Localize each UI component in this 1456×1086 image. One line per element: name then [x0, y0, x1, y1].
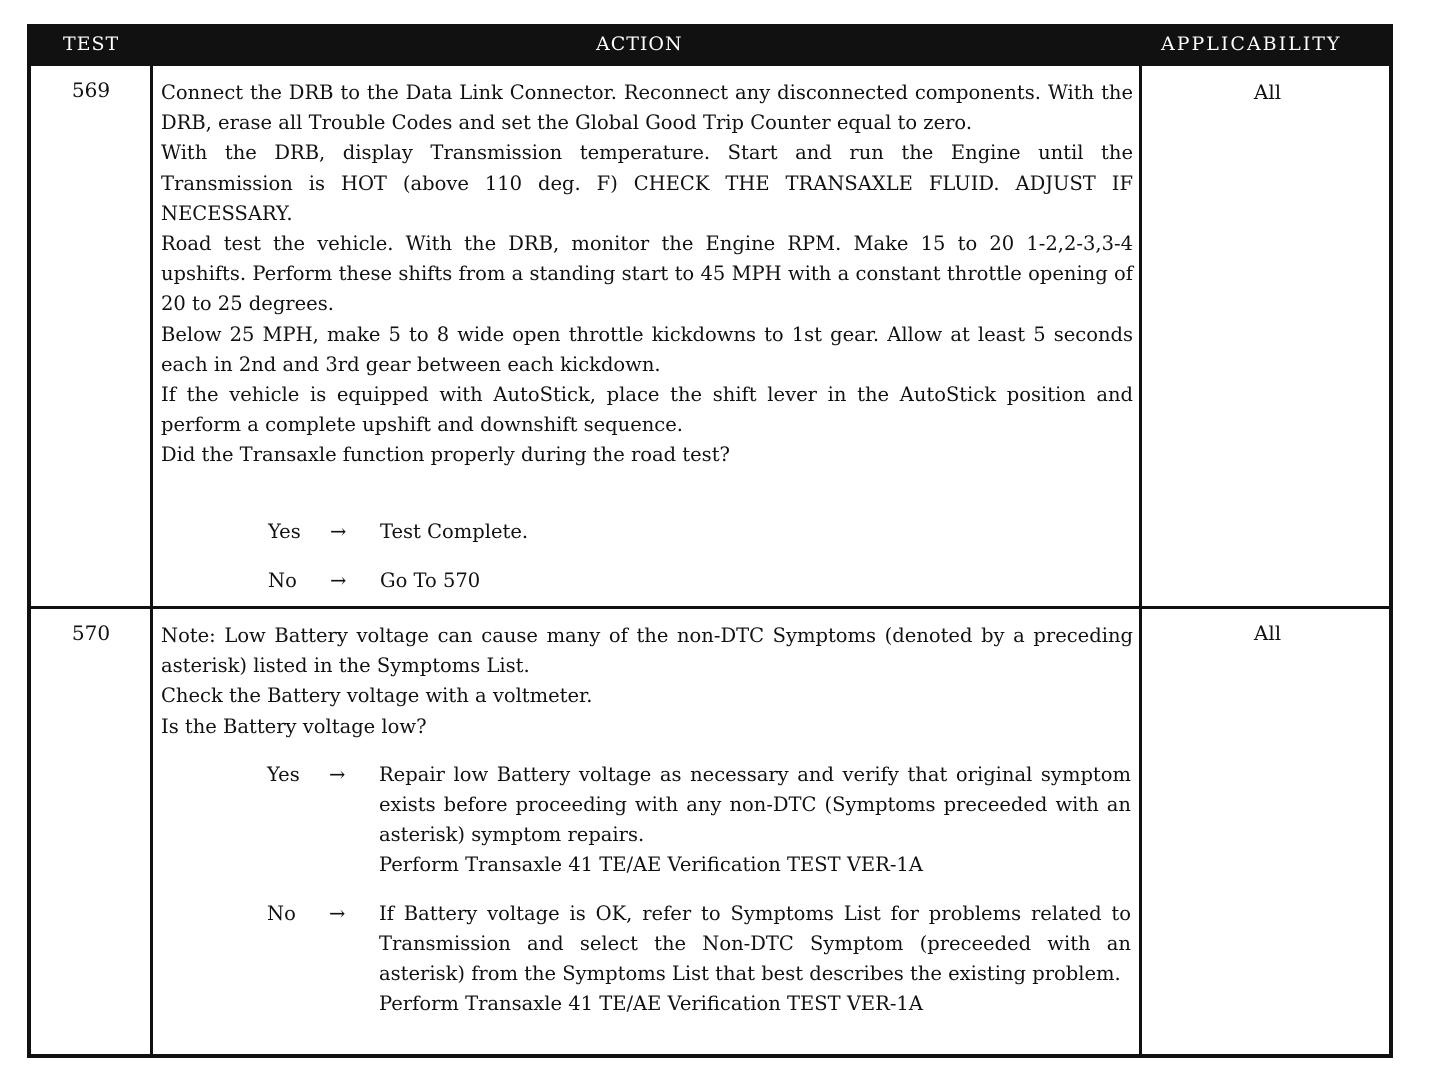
action-text [161, 621, 1133, 742]
yes-option [268, 517, 1138, 549]
no-result [379, 899, 1131, 1019]
row-divider [31, 606, 1389, 609]
table-header [31, 28, 1389, 66]
diagnostic-table [27, 24, 1393, 1058]
applicability-value: All [1253, 621, 1282, 645]
action-paragraph: Connect the DRB to the Data Link Connector. Reconnect any disconnected components. With the DRB, erase all Trouble Codes and set the Global Good Trip Counter equal to zero. [161, 81, 1133, 135]
arrow-icon: → [329, 902, 346, 925]
action-paragraph: With the DRB, display Transmission temperature. Start and run the Engine until the Transmission is HOT (above 110 deg. F) CHECK THE TRANSAXLE FLUID. ADJUST IF NECESSARY. [161, 141, 1133, 225]
yes-option [267, 760, 1137, 880]
header-action: ACTION [596, 33, 683, 55]
no-result-verification: Perform Transaxle 41 TE/AE Verification TEST VER-1A [379, 992, 923, 1015]
test-number: 570 [71, 621, 111, 645]
action-text [161, 78, 1133, 471]
action-paragraph: If the vehicle is equipped with AutoStick, place the shift lever in the AutoStick position and perform a complete upshift and downshift sequence. [161, 383, 1133, 437]
action-paragraph: Is the Battery voltage low? [161, 714, 427, 738]
column-divider [1139, 66, 1142, 1054]
test-number: 569 [71, 78, 111, 102]
yes-result [379, 760, 1131, 880]
yes-label: Yes [268, 520, 301, 543]
action-paragraph: Check the Battery voltage with a voltmeter. [161, 684, 593, 708]
action-paragraph: Did the Transaxle function properly during the road test? [161, 443, 730, 467]
action-paragraph: Road test the vehicle. With the DRB, monitor the Engine RPM. Make 15 to 20 1-2,2-3,3-4 upshifts. Perform these shifts from a standing start to 45 MPH with a constant throttle opening of 20 to 25 degrees. [161, 232, 1133, 316]
no-option [267, 899, 1137, 1051]
no-label: No [268, 569, 297, 592]
arrow-icon: → [330, 569, 347, 592]
yes-result: Test Complete. [380, 520, 529, 543]
no-label: No [267, 902, 296, 925]
header-test: TEST [63, 33, 120, 55]
yes-result-verification: Perform Transaxle 41 TE/AE Verification TEST VER-1A [379, 853, 923, 876]
action-paragraph: Below 25 MPH, make 5 to 8 wide open throttle kickdowns to 1st gear. Allow at least 5 seconds each in 2nd and 3rd gear between each kickdown. [161, 322, 1133, 376]
arrow-icon: → [330, 520, 347, 543]
arrow-icon: → [329, 763, 346, 786]
applicability-value: All [1253, 80, 1282, 104]
column-divider [150, 66, 153, 1054]
no-result-text: If Battery voltage is OK, refer to Symptoms List for problems related to Transmission and select the Non-DTC Symptom (preceeded with an asterisk) from the Symptoms List that best describes the existing problem. [379, 902, 1131, 985]
header-applicability: APPLICABILITY [1161, 33, 1342, 55]
yes-label: Yes [267, 763, 300, 786]
action-paragraph: Note: Low Battery voltage can cause many of the non-DTC Symptoms (denoted by a preceding asterisk) listed in the Symptoms List. [161, 624, 1133, 678]
no-result: Go To 570 [380, 569, 481, 592]
yes-result-text: Repair low Battery voltage as necessary and verify that original symptom exists before proceeding with any non-DTC (Symptoms preceeded with an asterisk) symptom repairs. [379, 763, 1131, 846]
no-option [268, 566, 1138, 598]
